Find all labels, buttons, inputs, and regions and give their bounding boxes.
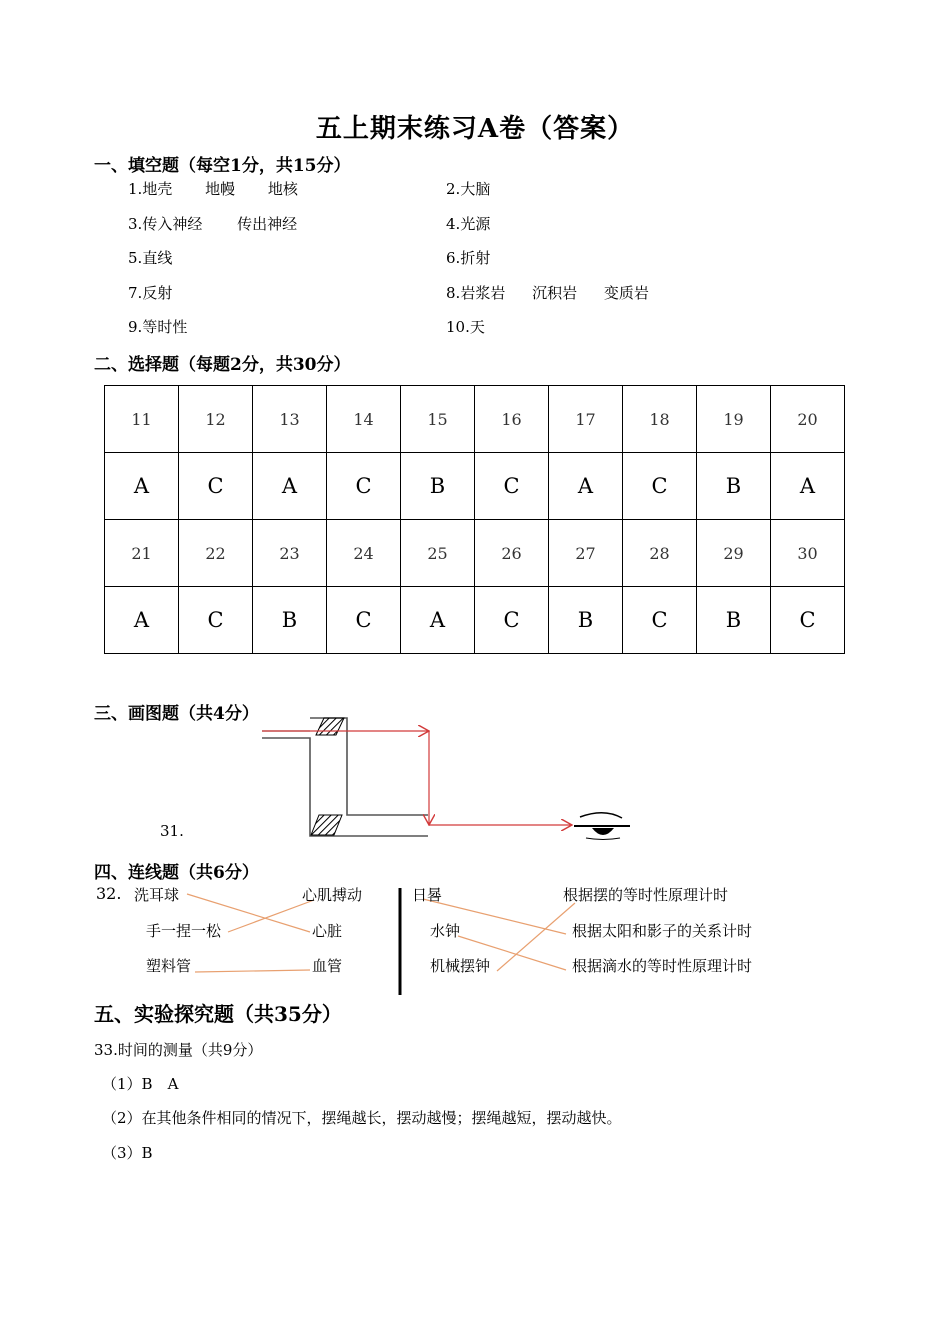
answer-letter: C <box>179 453 253 520</box>
question-number: 11 <box>105 386 179 453</box>
answer-letter: C <box>623 453 697 520</box>
question-number: 30 <box>771 520 845 587</box>
q33-answer-3: （3）B <box>102 1144 153 1162</box>
fill-item-9: 9.等时性 <box>128 318 188 336</box>
answer-letter: C <box>771 587 845 654</box>
item-32-number: 32. <box>96 884 122 903</box>
question-number: 18 <box>623 386 697 453</box>
section2-heading: 二、选择题（每题2分，共30分） <box>94 355 351 375</box>
answer-letter: A <box>253 453 327 520</box>
fill-item-1: 1.地壳 地幔 地核 <box>128 180 298 198</box>
question-number: 13 <box>253 386 327 453</box>
q33-answer-2: （2）在其他条件相同的情况下，摆绳越长，摆动越慢；摆绳越短，摆动越快。 <box>102 1109 622 1127</box>
question-number: 20 <box>771 386 845 453</box>
periscope-diagram <box>262 718 428 836</box>
answer-letter: B <box>401 453 475 520</box>
item-31-number: 31. <box>160 822 184 840</box>
match-left-2: 手一捏一松 <box>146 922 222 940</box>
question-number: 28 <box>623 520 697 587</box>
match-left-target-2: 心脏 <box>312 922 343 940</box>
question-number: 22 <box>179 520 253 587</box>
section1-heading: 一、填空题（每空1分，共15分） <box>94 156 351 176</box>
answer-letter: C <box>475 587 549 654</box>
bottom-mirror <box>311 815 342 835</box>
answer-letter: C <box>623 587 697 654</box>
answer-letter: C <box>475 453 549 520</box>
match-right-target-3: 根据滴水的等时性原理计时 <box>572 957 753 975</box>
question-number: 21 <box>105 520 179 587</box>
fill-item-2: 2.大脑 <box>446 180 491 198</box>
question-number: 29 <box>697 520 771 587</box>
answer-letter: B <box>697 453 771 520</box>
fill-item-7: 7.反射 <box>128 284 173 302</box>
question-number: 27 <box>549 520 623 587</box>
fill-item-3: 3.传入神经 传出神经 <box>128 215 298 233</box>
top-mirror <box>316 718 344 735</box>
question-number: 15 <box>401 386 475 453</box>
question-number: 19 <box>697 386 771 453</box>
answer-letter: B <box>697 587 771 654</box>
matching-lines <box>187 894 575 972</box>
match-left-3: 塑料管 <box>146 957 192 975</box>
question-number: 23 <box>253 520 327 587</box>
answer-letter: C <box>327 587 401 654</box>
question-number: 16 <box>475 386 549 453</box>
answer-letter: A <box>771 453 845 520</box>
page-title: 五上期末练习A卷（答案） <box>315 114 635 144</box>
answer-letter: C <box>179 587 253 654</box>
fill-item-8: 8.岩浆岩 沉积岩 变质岩 <box>446 284 649 302</box>
answer-letter: A <box>105 453 179 520</box>
match-right-3: 机械摆钟 <box>430 957 491 975</box>
fill-item-5: 5.直线 <box>128 249 173 267</box>
match-right-1: 日晷 <box>412 886 443 904</box>
section5-heading: 五、实验探究题（共35分） <box>94 1002 342 1026</box>
answer-letter: A <box>105 587 179 654</box>
answer-letter: A <box>549 453 623 520</box>
answer-letter: C <box>327 453 401 520</box>
answer-letter: A <box>401 587 475 654</box>
section4-heading: 四、连线题（共6分） <box>94 863 259 883</box>
match-right-target-2: 根据太阳和影子的关系计时 <box>572 922 753 940</box>
answer-letter: B <box>549 587 623 654</box>
section3-heading: 三、画图题（共4分） <box>94 704 259 724</box>
answer-letter: B <box>253 587 327 654</box>
question-number: 14 <box>327 386 401 453</box>
match-left-target-3: 血管 <box>312 957 343 975</box>
fill-item-6: 6.折射 <box>446 249 491 267</box>
question-number: 25 <box>401 520 475 587</box>
question-number: 12 <box>179 386 253 453</box>
question-number: 26 <box>475 520 549 587</box>
q33-answer-1: （1）B A <box>102 1075 179 1093</box>
q33-title: 33.时间的测量（共9分） <box>94 1041 263 1059</box>
eye-icon <box>574 813 630 840</box>
fill-item-4: 4.光源 <box>446 215 491 233</box>
match-right-target-1: 根据摆的等时性原理计时 <box>563 886 729 904</box>
question-number: 17 <box>549 386 623 453</box>
match-right-2: 水钟 <box>430 922 461 940</box>
match-left-target-1: 心肌搏动 <box>302 886 363 904</box>
light-ray <box>262 731 572 825</box>
match-left-1: 洗耳球 <box>134 886 180 904</box>
question-number: 24 <box>327 520 401 587</box>
fill-item-10: 10.天 <box>446 318 485 336</box>
